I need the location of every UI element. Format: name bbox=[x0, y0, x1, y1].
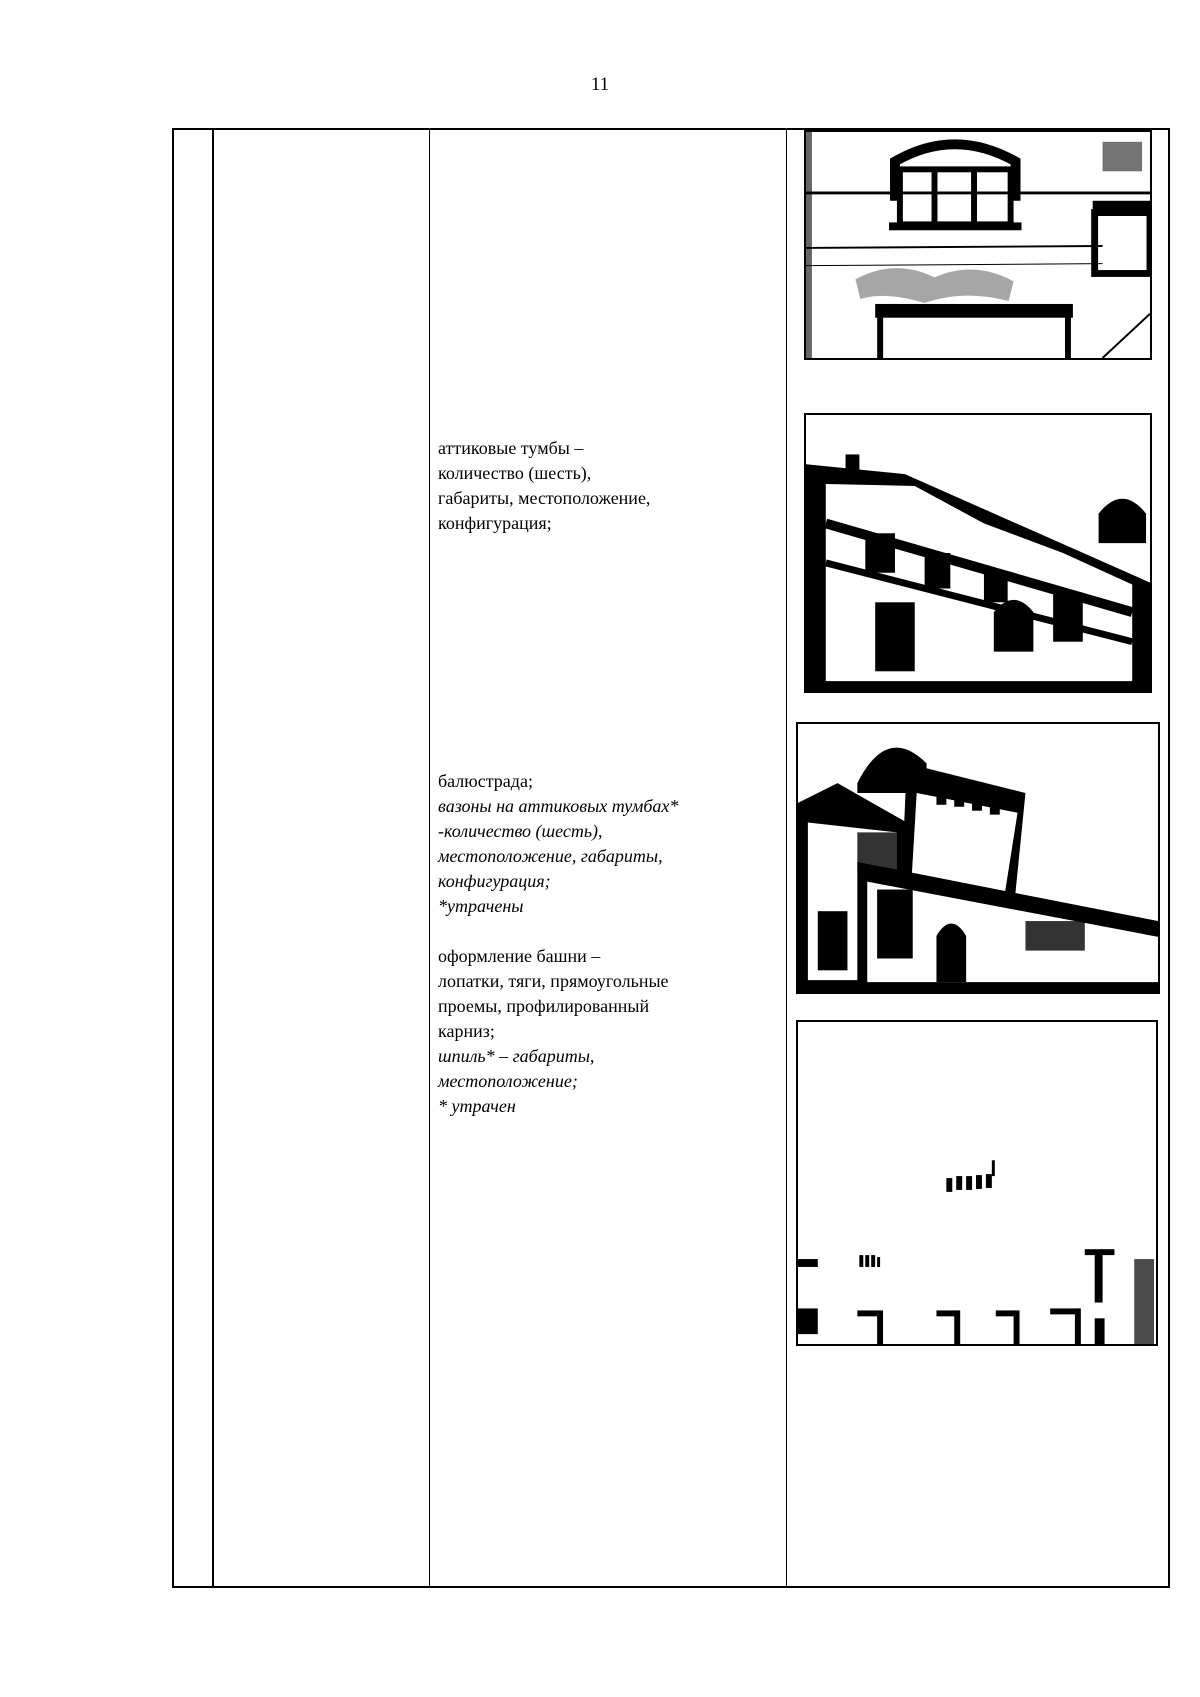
page-number: 11 bbox=[590, 74, 610, 95]
text-line: карниз; bbox=[438, 1021, 495, 1041]
text-line-italic: вазоны на аттиковых тумбах* bbox=[438, 796, 679, 816]
text-line-italic: шпиль* – габариты, bbox=[438, 1046, 595, 1066]
balustrade-description bbox=[438, 769, 748, 919]
text-line-italic: * утрачен bbox=[438, 1096, 516, 1116]
text-line-italic: местоположение; bbox=[438, 1071, 578, 1091]
text-line: балюстрада; bbox=[438, 771, 533, 791]
attic-pedestals-photo bbox=[804, 413, 1152, 693]
column-divider bbox=[786, 130, 787, 1586]
text-line: лопатки, тяги, прямоугольные bbox=[438, 971, 669, 991]
facade-window-photo bbox=[804, 130, 1152, 360]
text-line: оформление башни – bbox=[438, 946, 601, 966]
text-line: аттиковые тумбы – bbox=[438, 438, 584, 458]
attic-pedestals-description bbox=[438, 436, 748, 536]
text-line: количество (шесть), bbox=[438, 463, 592, 483]
text-line-italic: конфигурация; bbox=[438, 871, 551, 891]
text-line: габариты, местоположение, bbox=[438, 488, 651, 508]
text-line: конфигурация; bbox=[438, 513, 552, 533]
tower-balustrade-photo bbox=[796, 722, 1160, 994]
column-divider bbox=[429, 130, 430, 1586]
tower-faded-photo bbox=[796, 1020, 1158, 1346]
text-line: проемы, профилированный bbox=[438, 996, 650, 1016]
column-divider bbox=[212, 130, 214, 1586]
text-line-italic: *утрачены bbox=[438, 896, 524, 916]
tower-description bbox=[438, 944, 748, 1119]
text-line-italic: местоположение, габариты, bbox=[438, 846, 663, 866]
text-line-italic: -количество (шесть), bbox=[438, 821, 603, 841]
